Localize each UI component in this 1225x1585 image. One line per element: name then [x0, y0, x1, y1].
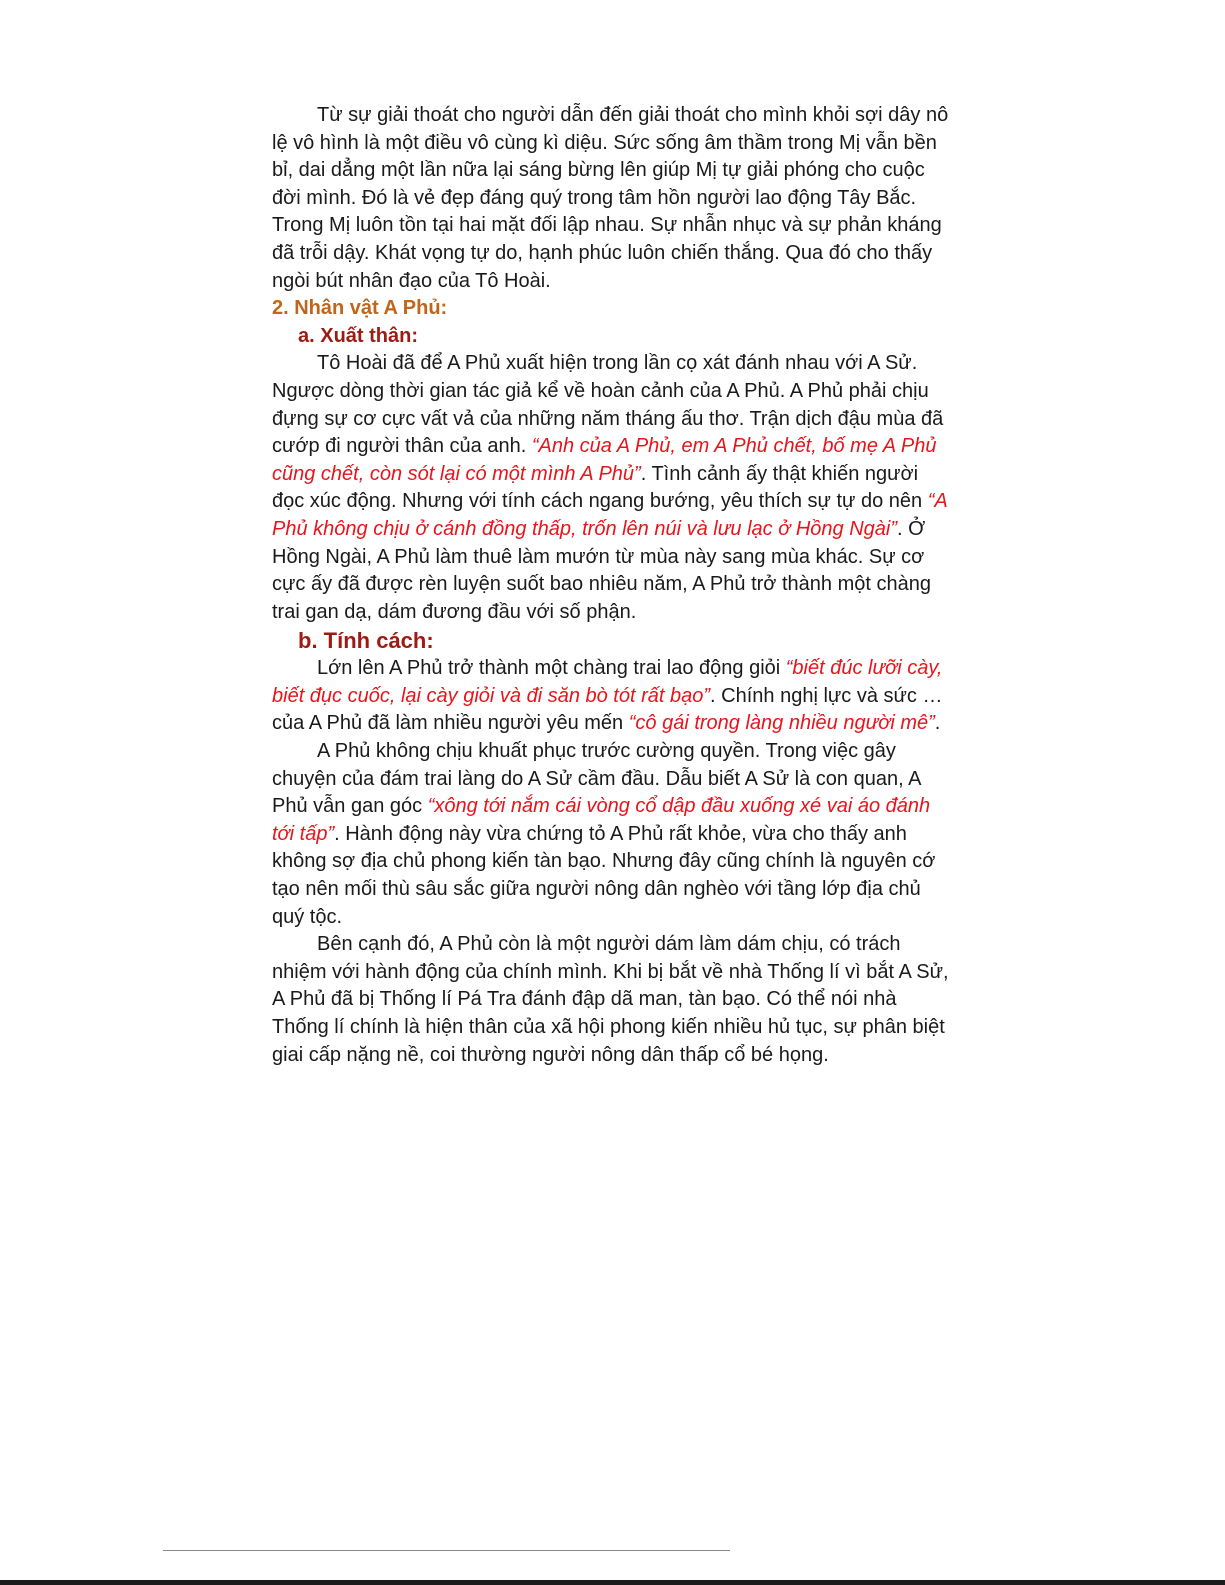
body-text: Lớn lên A Phủ trở thành một chàng trai lao động giỏi: [317, 657, 786, 680]
section-heading-a-phu: 2. Nhân vật A Phủ:: [272, 297, 448, 320]
body-text: .: [934, 712, 941, 735]
page-bottom-edge: [0, 1580, 1225, 1585]
paragraph-personality-2: [272, 738, 952, 931]
paragraph-personality-1: [272, 655, 952, 738]
subheading-personality: b. Tính cách:: [298, 628, 434, 654]
body-text: . Hành động này vừa chứng tỏ A Phủ rất khỏe, vừa cho thấy anh không sợ địa chủ phong kiến tàn bạo. Nhưng đây cũng chính là nguyên cớ tạo nên mối thù sâu sắc giữa người nông dân nghèo với tầng lớp địa chủ quý tộc.: [272, 822, 936, 928]
paragraph-conclusion-mi: Từ sự giải thoát cho người dẫn đến giải thoát cho mình khỏi sợi dây nô lệ vô hình là một điều vô cùng kì diệu. Sức sống âm thầm trong Mị vẫn bền bỉ, dai dẳng một lần nữa lại sáng bừng lên giúp Mị tự giải phóng cho cuộc đời mình. Đó là vẻ đẹp đáng quý trong tâm hồn người lao động Tây Bắc. Trong Mị luôn tồn tại hai mặt đối lập nhau. Sự nhẫn nhục và sự phản kháng đã trỗi dậy. Khát vọng tự do, hạnh phúc luôn chiến thắng. Qua đó cho thấy ngòi bút nhân đạo của Tô Hoài.: [272, 104, 949, 292]
body-text: . Chính nghị lực và sức … của A Phủ đã làm nhiều người yêu mến: [272, 684, 943, 735]
quote-text: “Anh của A Phủ, em A Phủ chết, bố mẹ A Phủ cũng chết, còn sót lại có một mình A Phủ”: [272, 435, 937, 485]
quote-text: “A Phủ không chịu ở cánh đồng thấp, trốn lên núi và lưu lạc ở Hồng Ngài”: [272, 490, 947, 540]
body-text: . Tình cảnh ấy thật khiến người đọc xúc động. Nhưng với tính cách ngang bướng, yêu thích sự tự do nên: [272, 462, 928, 513]
quote-text: “xông tới nắm cái vòng cổ dập đầu xuống xé vai áo đánh tới tấp”: [272, 795, 931, 845]
document-body: [272, 102, 952, 1069]
subheading-origin: a. Xuất thân:: [298, 324, 419, 347]
quote-text: “biết đúc lưỡi cày, biết đục cuốc, lại cày giỏi và đi săn bò tót rất bạo”: [272, 657, 943, 707]
paragraph-personality-3: Bên cạnh đó, A Phủ còn là một người dám làm dám chịu, có trách nhiệm với hành động của chính mình. Khi bị bắt về nhà Thống lí vì bắt A Sử, A Phủ đã bị Thống lí Pá Tra đánh đập dã man, tàn bạo. Có thể nói nhà Thống lí chính là hiện thân của xã hội phong kiến nhiều hủ tục, sự phân biệt giai cấp nặng nề, coi thường người nông dân thấp cổ bé họng.: [272, 933, 949, 1066]
body-text: A Phủ không chịu khuất phục trước cường quyền. Trong việc gây chuyện của đám trai làng do A Sử cầm đầu. Dẫu biết A Sử là con quan, A Phủ vẫn gan góc: [272, 740, 921, 818]
body-text: . Ở Hồng Ngài, A Phủ làm thuê làm mướn từ mùa này sang mùa khác. Sự cơ cực ấy đã được rèn luyện suốt bao nhiêu năm, A Phủ trở thành một chàng trai gan dạ, dám đương đầu với số phận.: [272, 517, 931, 623]
footer-divider: [163, 1550, 730, 1551]
quote-text: “cô gái trong làng nhiều người mê”: [628, 712, 935, 735]
paragraph-origin: [272, 350, 952, 626]
body-text: Tô Hoài đã để A Phủ xuất hiện trong lần cọ xát đánh nhau với A Sử. Ngược dòng thời gian tác giả kể về hoàn cảnh của A Phủ. A Phủ phải chịu đựng sự cơ cực vất vả của những năm tháng ấu thơ. Trận dịch đậu mùa đã cướp đi người thân của anh.: [272, 352, 944, 458]
